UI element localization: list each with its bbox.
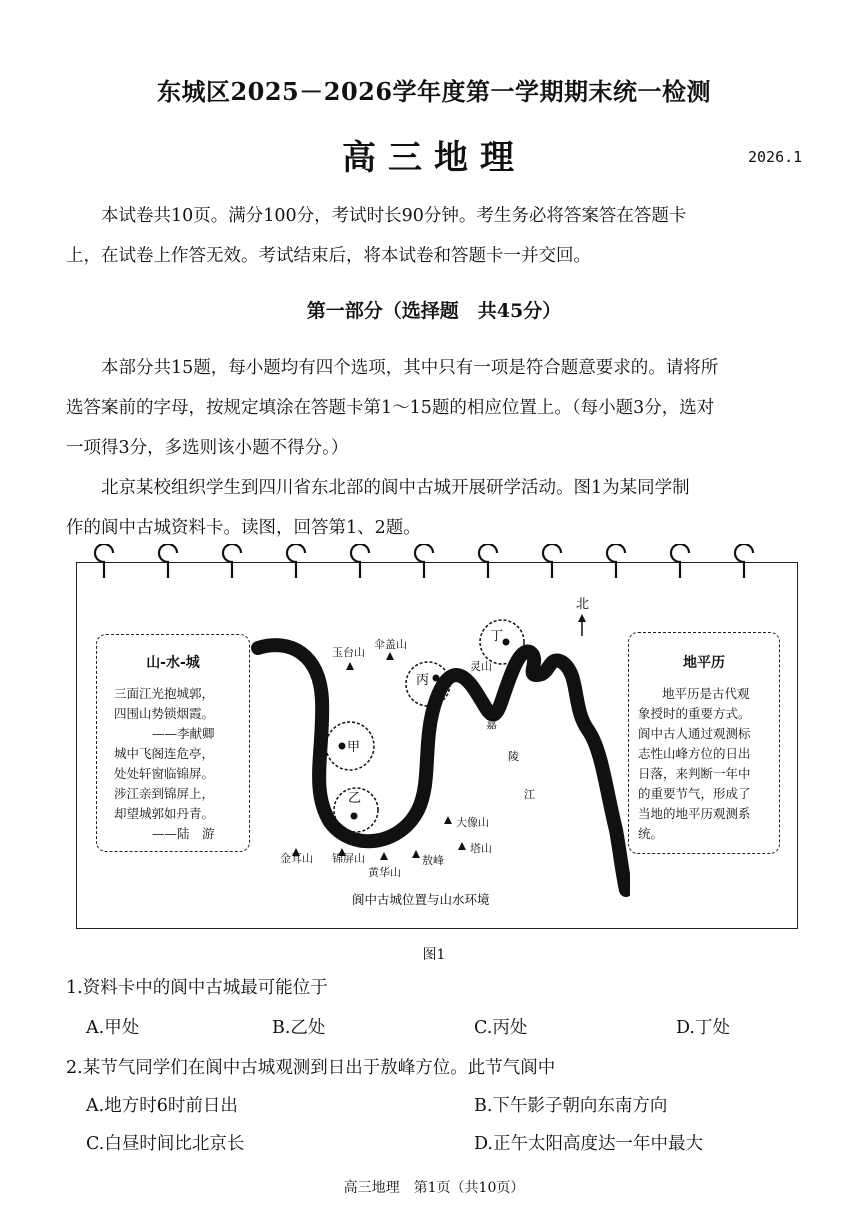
mtn-tashan-icon: [458, 842, 466, 850]
intro-line-2: 上，在试卷上作答无效。考试结束后，将本试卷和答题卡一并交回。: [66, 246, 591, 266]
right-box-title: 地平历: [683, 655, 725, 671]
section-instr-3: 一项得3分，多选则该小题不得分。）: [66, 438, 349, 458]
langzhong-map: [250, 590, 630, 910]
label-yi: 乙: [348, 791, 362, 806]
exam-date: 2026.1: [748, 148, 803, 166]
poem-2-line-1: 城中飞阁连危亭，: [114, 746, 215, 761]
horizon-calendar-text: [638, 684, 772, 844]
dot-yi: [351, 813, 358, 820]
rb-line-2: 象授时的重要方式。: [638, 706, 751, 721]
dot-ding: [503, 639, 510, 646]
page-footer: 高三地理 第1页（共10页）: [343, 1180, 525, 1196]
north-label: 北: [576, 597, 590, 612]
q1-option-a[interactable]: A.甲处: [86, 1018, 140, 1038]
poem-2-line-3: 涉江亲到锦屏上，: [114, 786, 215, 801]
mtn-tashan-label: 塔山: [470, 842, 492, 855]
rb-line-3: 阆中古人通过观测标: [638, 726, 751, 741]
poem-1-line-1: 三面江光抱城郭，: [114, 686, 215, 701]
rb-line-8: 统。: [638, 826, 664, 841]
q2-option-a[interactable]: A.地方时6时前日出: [86, 1096, 238, 1116]
mtn-daxiang-icon: [444, 816, 452, 824]
rb-line-4: 志性山峰方位的日出: [638, 746, 751, 761]
q1-stem: 1.资料卡中的阆中古城最可能位于: [66, 978, 328, 998]
section-instr-1: 本部分共15题，每小题均有四个选项，其中只有一项是符合题意要求的。请将所: [101, 358, 719, 378]
figure-label: 图1: [422, 947, 446, 963]
mtn-huanghua-icon: [380, 852, 388, 860]
label-bing: 丙: [416, 673, 430, 688]
poem-2: [114, 744, 215, 844]
mtn-jinping-label: 锦屏山: [332, 852, 365, 865]
intro-line-1: 本试卷共10页。满分100分，考试时长90分钟。考生务必将答案答在答题卡: [101, 206, 687, 226]
map-caption: 阆中古城位置与山水环境: [352, 892, 490, 907]
q1-option-d[interactable]: D.丁处: [676, 1018, 730, 1038]
poem-2-author: ——陆 游: [152, 826, 215, 841]
mtn-sangai-icon: [386, 652, 394, 660]
river-label-3: 江: [524, 788, 535, 801]
mtn-huanghua-label: 黄华山: [368, 866, 401, 879]
rb-line-5: 日落，来判断一年中: [638, 766, 751, 781]
poem-2-line-2: 处处轩窗临锦屏。: [114, 766, 215, 781]
mtn-aofeng-icon: [412, 850, 420, 858]
poem-1-line-2: 四围山势锁烟霞。: [114, 706, 215, 721]
q1-option-b[interactable]: B.乙处: [272, 1018, 326, 1038]
material-line-1: 北京某校组织学生到四川省东北部的阆中古城开展研学活动。图1为某同学制: [101, 478, 690, 498]
rb-line-1: 地平历是古代观: [662, 686, 750, 701]
material-line-2: 作的阆中古城资料卡。读图，回答第1、2题。: [66, 518, 421, 538]
subject-title: 高三地理: [342, 138, 526, 178]
mtn-daxiang-label: 大像山: [456, 816, 489, 829]
exam-title: 东城区2025－2026学年度第一学期期末统一检测: [156, 77, 712, 106]
poem-2-line-4: 却望城郭如丹青。: [114, 806, 215, 821]
label-jia: 甲: [347, 740, 361, 755]
mtn-ling-label: 灵山: [470, 660, 492, 673]
mtn-yutai-label: 玉台山: [332, 646, 365, 659]
rb-line-6: 的重要节气，形成了: [638, 786, 751, 801]
dot-jia: [339, 743, 346, 750]
mtn-jiner-label: 金耳山: [280, 852, 313, 865]
q2-option-c[interactable]: C.白昼时间比北京长: [86, 1134, 245, 1154]
mtn-yutai-icon: [346, 662, 354, 670]
poem-1: [114, 684, 215, 744]
section-instr-2: 选答案前的字母，按规定填涂在答题卡第1～15题的相应位置上。（每小题3分，选对: [66, 398, 715, 418]
mtn-sangai-label: 伞盖山: [374, 638, 407, 651]
river-label-1: 嘉: [486, 718, 497, 731]
q1-option-c[interactable]: C.丙处: [474, 1018, 528, 1038]
q2-option-b[interactable]: B.下午影子朝向东南方向: [474, 1096, 668, 1116]
label-ding: 丁: [490, 629, 504, 644]
poem-1-author: ——李献卿: [152, 726, 215, 741]
binder-rings: [76, 544, 800, 584]
q2-option-d[interactable]: D.正午太阳高度达一年中最大: [474, 1134, 703, 1154]
left-box-title: 山-水-城: [146, 655, 200, 671]
river-label-2: 陵: [508, 750, 519, 763]
mtn-aofeng-label: 敖峰: [422, 854, 444, 867]
dot-bing: [433, 675, 440, 682]
rb-line-7: 当地的地平历观测系: [638, 806, 751, 821]
section-title: 第一部分（选择题 共45分）: [306, 300, 562, 322]
q2-stem: 2.某节气同学们在阆中古城观测到日出于敖峰方位。此节气阆中: [66, 1058, 556, 1078]
